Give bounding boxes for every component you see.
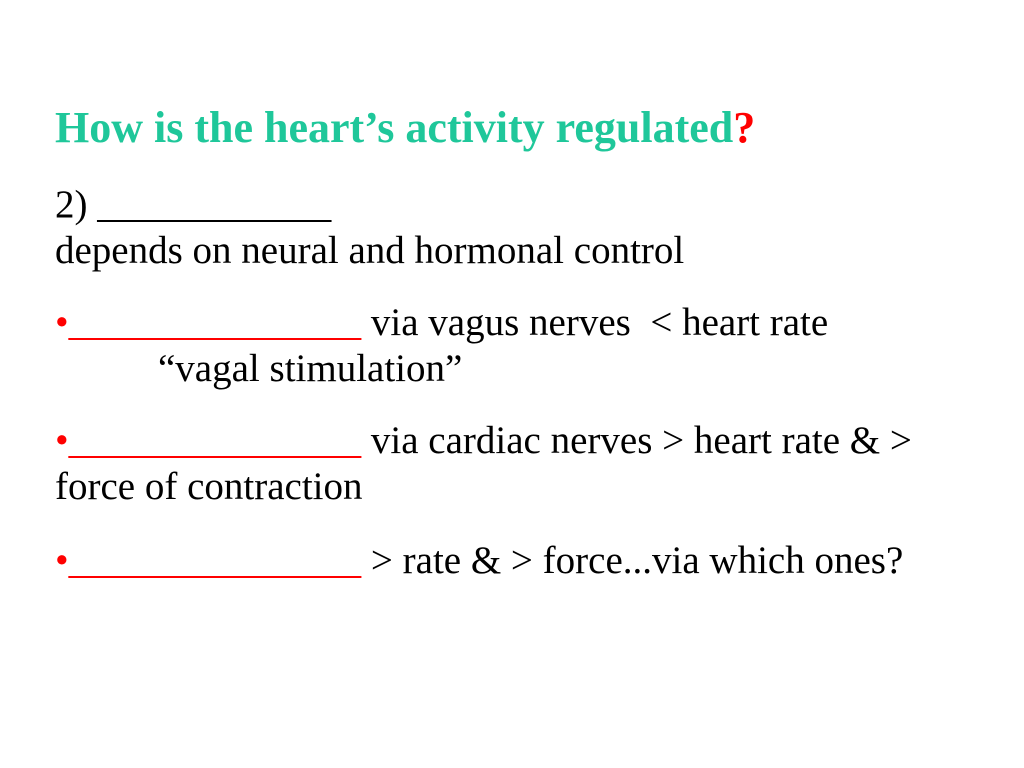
fill-in-blank: _______________: [68, 539, 362, 582]
slide-title: [55, 102, 755, 154]
bullet-text: > rate & > force...via which ones?: [370, 539, 904, 582]
bullet-text: via vagus nerves < heart rate: [370, 301, 829, 344]
bullet-continuation: force of contraction: [55, 465, 363, 508]
bullet-item-vagus: [55, 300, 828, 392]
bullet-line: [55, 418, 912, 464]
bullet-marker: •: [55, 419, 69, 462]
bullet-marker: •: [55, 301, 69, 344]
title-question-mark: ?: [733, 103, 756, 152]
fill-in-blank: _______________: [68, 301, 362, 344]
bullet-item-hormonal: [55, 538, 903, 584]
title-text: How is the heart’s activity regulated: [55, 103, 734, 152]
bullet-item-cardiac: [55, 418, 912, 510]
intro-description: depends on neural and hormonal control: [55, 229, 685, 272]
fill-in-blank: _______________: [68, 419, 362, 462]
bullet-text: via cardiac nerves > heart rate & >: [370, 419, 912, 462]
bullet-continuation: “vagal stimulation”: [158, 347, 463, 390]
intro-paragraph: [55, 182, 684, 274]
bullet-line: [55, 300, 828, 346]
bullet-line: [55, 538, 903, 584]
bullet-marker: •: [55, 539, 69, 582]
intro-numbered-blank: 2) ____________: [55, 183, 332, 226]
